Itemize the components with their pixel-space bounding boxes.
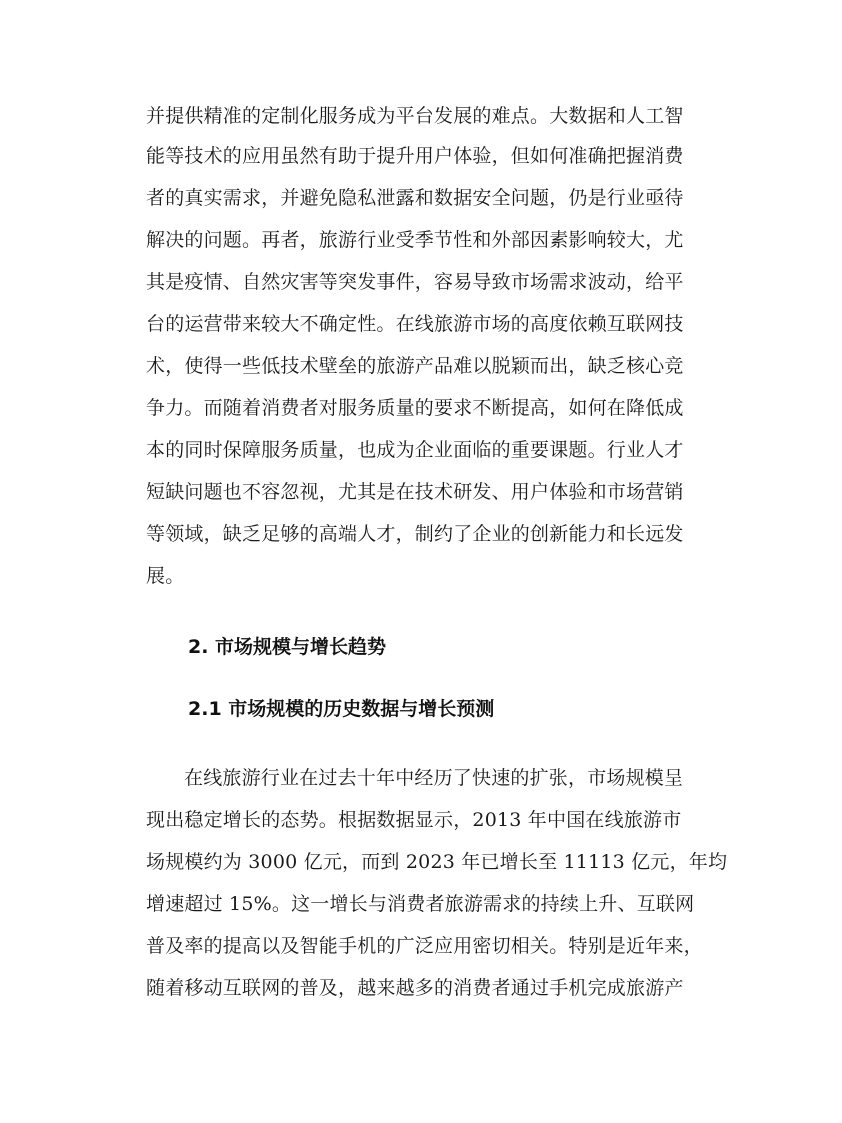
- paragraph-1-line: 术，使得一些低技术壁垒的旅游产品难以脱颖而出，缺乏核心竞: [146, 355, 684, 377]
- paragraph-1-line: 并提供精准的定制化服务成为平台发展的难点。大数据和人工智: [146, 105, 684, 127]
- paragraph-2-line: 现出稳定增长的态势。根据数据显示，2013 年中国在线旅游市: [146, 809, 682, 831]
- section-heading: 2. 市场规模与增长趋势: [188, 636, 387, 658]
- paragraph-2-line: 随着移动互联网的普及，越来越多的消费者通过手机完成旅游产: [146, 977, 684, 999]
- paragraph-2-line: 增速超过 15%。这一增长与消费者旅游需求的持续上升、互联网: [146, 893, 695, 915]
- paragraph-1-line: 其是疫情、自然灾害等突发事件，容易导致市场需求波动，给平: [146, 271, 684, 293]
- paragraph-1-line: 台的运营带来较大不确定性。在线旅游市场的高度依赖互联网技: [146, 313, 684, 335]
- paragraph-1-line: 能等技术的应用虽然有助于提升用户体验，但如何准确把握消费: [146, 145, 684, 167]
- paragraph-1-line: 短缺问题也不容忽视，尤其是在技术研发、用户体验和市场营销: [146, 481, 684, 503]
- paragraph-2-line: 普及率的提高以及智能手机的广泛应用密切相关。特别是近年来，: [146, 935, 703, 957]
- paragraph-1-line: 本的同时保障服务质量，也成为企业面临的重要课题。行业人才: [146, 439, 684, 461]
- paragraph-1-line: 等领域，缺乏足够的高端人才，制约了企业的创新能力和长远发: [146, 523, 684, 545]
- paragraph-2-line: 场规模约为 3000 亿元，而到 2023 年已增长至 11113 亿元，年均: [146, 851, 728, 873]
- paragraph-2-line: 在线旅游行业在过去十年中经历了快速的扩张，市场规模呈: [184, 767, 684, 789]
- subsection-heading: 2.1 市场规模的历史数据与增长预测: [188, 698, 495, 720]
- paragraph-1-line: 展。: [146, 565, 185, 587]
- paragraph-1-line: 争力。而随着消费者对服务质量的要求不断提高，如何在降低成: [146, 397, 684, 419]
- paragraph-1-line: 者的真实需求，并避免隐私泄露和数据安全问题，仍是行业亟待: [146, 187, 684, 209]
- paragraph-1-line: 解决的问题。再者，旅游行业受季节性和外部因素影响较大，尤: [146, 229, 684, 251]
